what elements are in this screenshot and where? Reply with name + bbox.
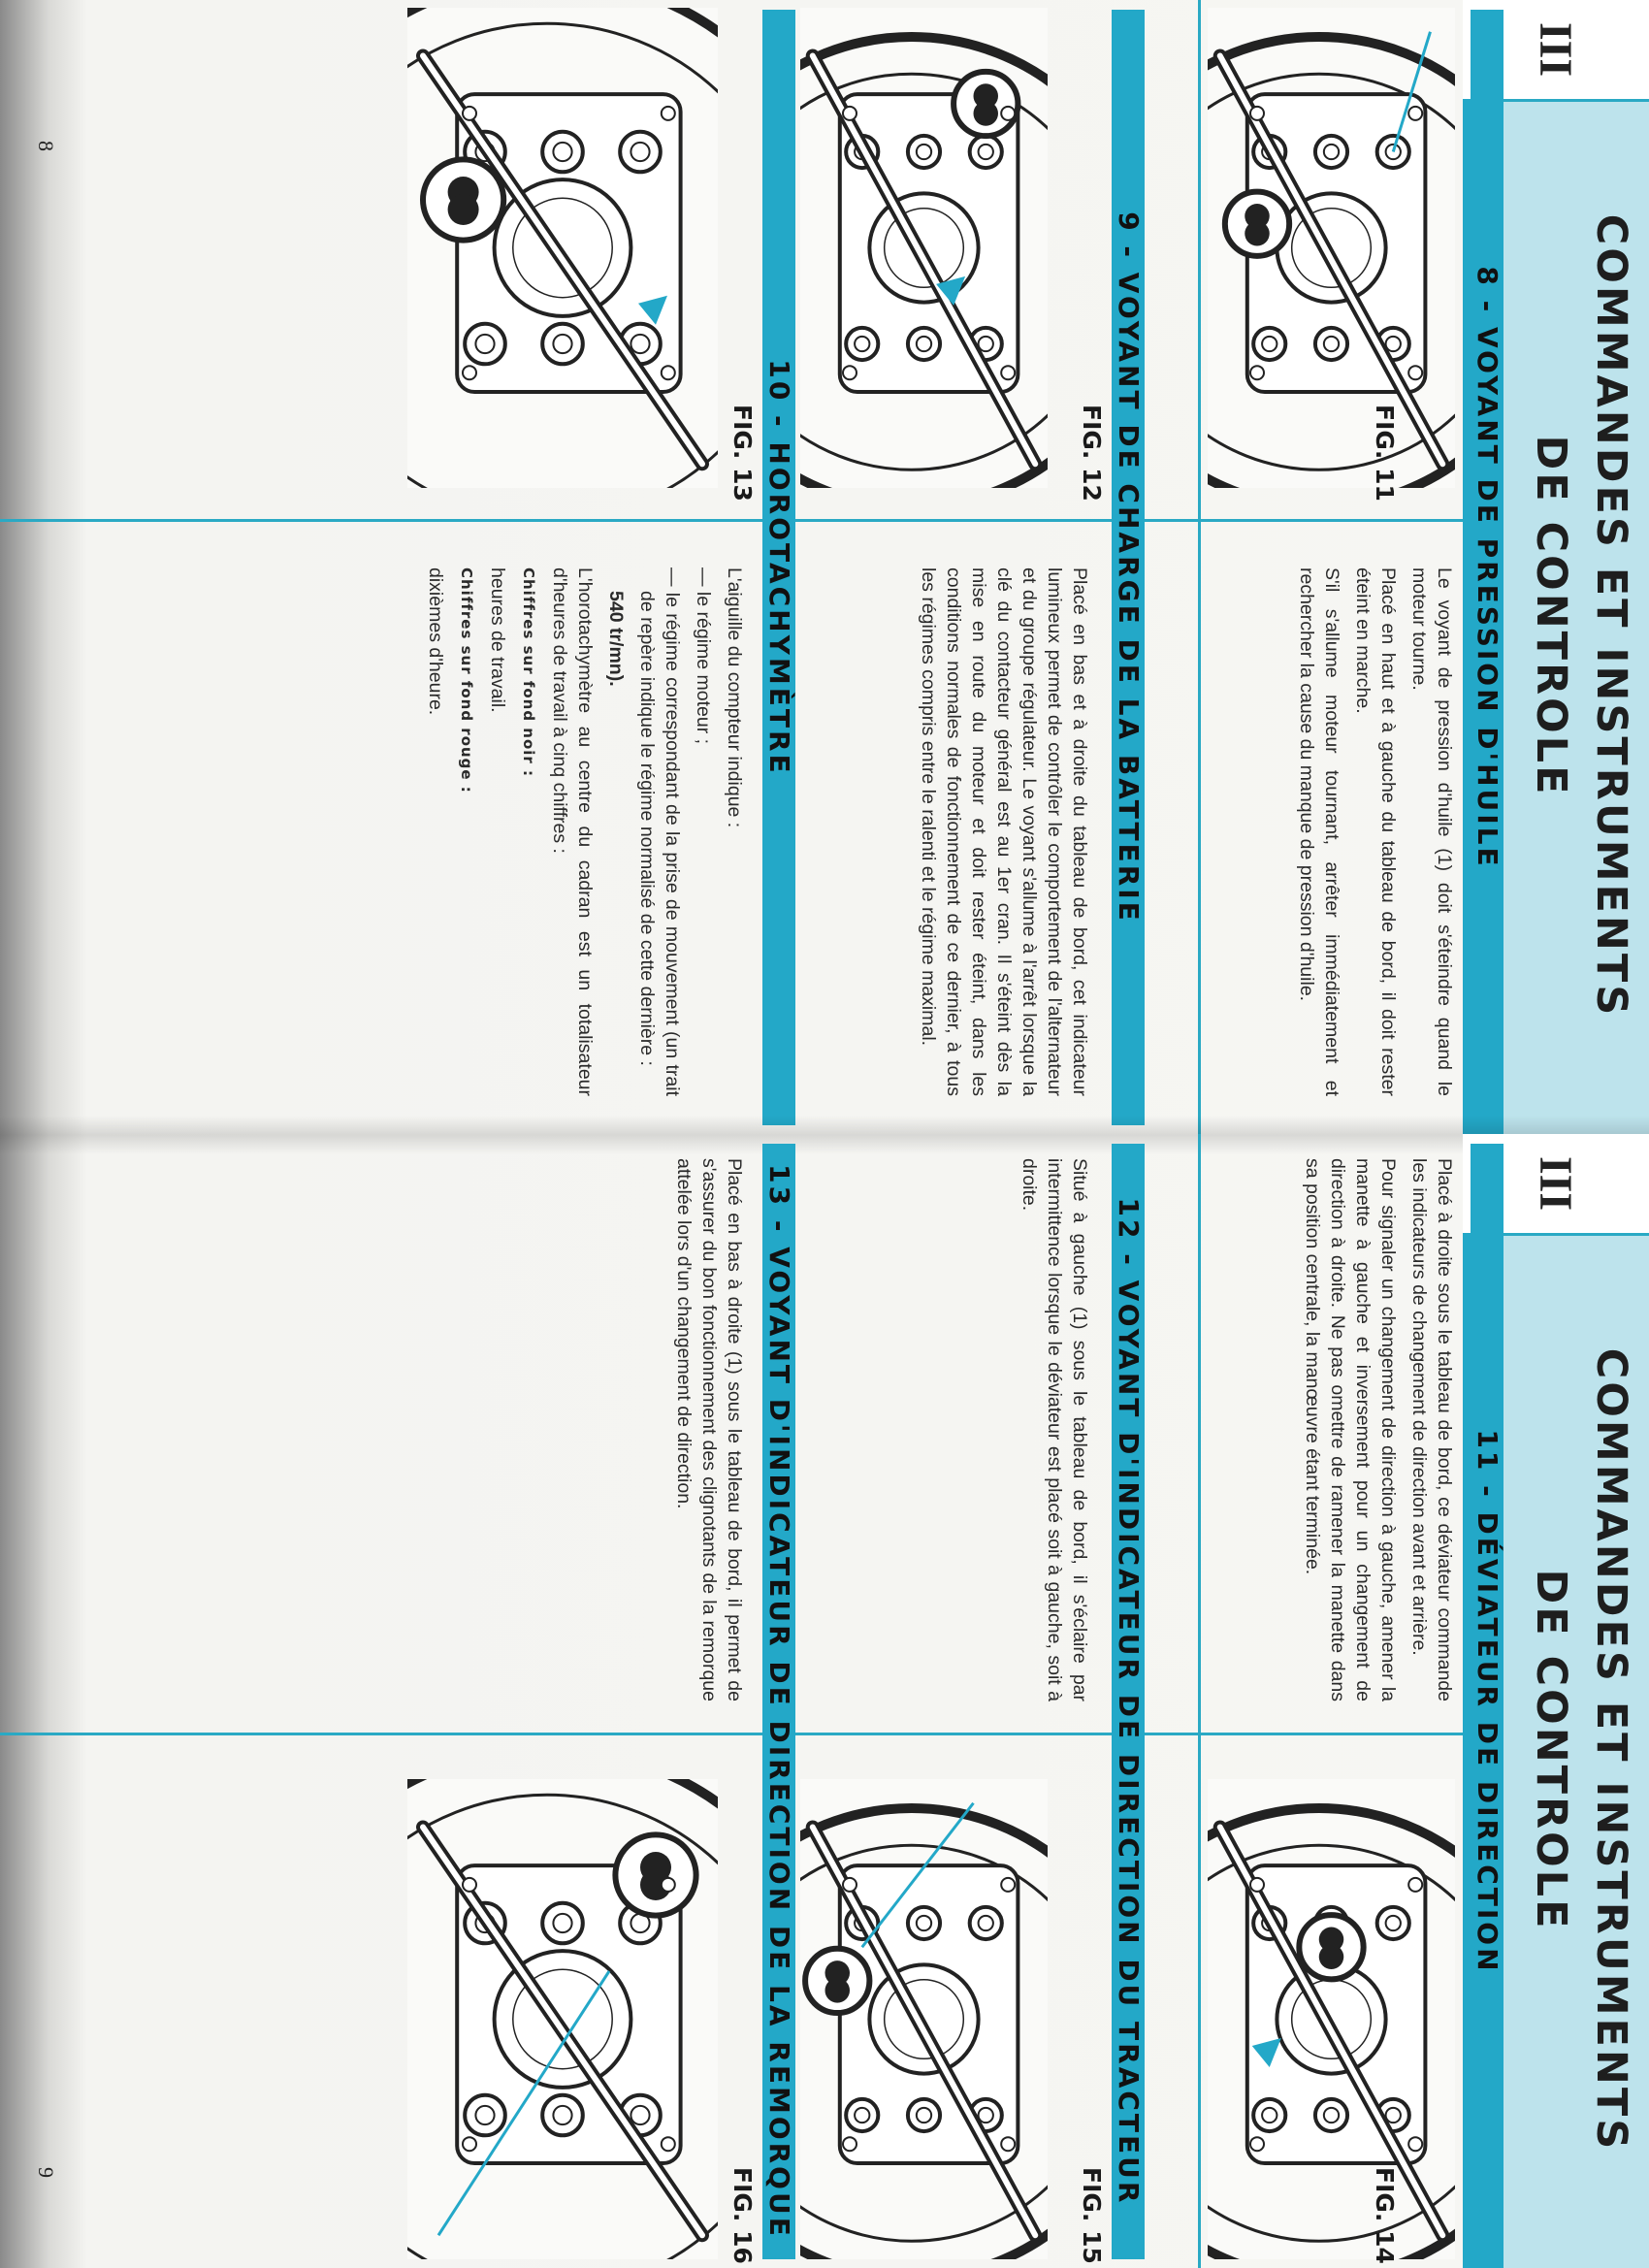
screw-icon bbox=[463, 366, 476, 379]
warning-light-icon bbox=[542, 1903, 583, 1944]
section-13-text bbox=[582, 1158, 747, 1701]
paragraph: Placé en bas et à droite du tableau de bord, cet indicateur lumineux permet de contrôler le comportement de l'alternateur et du groupe régulateur. Le voyant s'allume à l'arrêt lorsque la clé du contacteur général est au 1er cran. Il s'éteint dès la mise en route du moteur et doit rester éteint, dans les conditions normales de fonctionnement de ce dernier, à tous les régimes compris entre le ralenti et le régime maximal. bbox=[918, 567, 1090, 1096]
warning-light-icon bbox=[846, 328, 878, 360]
section-11-text bbox=[1210, 1158, 1457, 1701]
dashboard-illustration bbox=[1208, 8, 1455, 488]
warning-light-icon bbox=[908, 136, 940, 168]
figure-16-label: FIG. 16 bbox=[728, 2167, 757, 2264]
heading-section-11: 11 - DÉVIATEUR DE DIRECTION bbox=[1471, 1144, 1504, 2259]
section-12-text bbox=[956, 1158, 1092, 1701]
screw-icon bbox=[1250, 2137, 1264, 2151]
figure-13 bbox=[407, 8, 718, 488]
header-title: COMMANDES ET INSTRUMENTS DE CONTROLE bbox=[1527, 1347, 1635, 2153]
heading-section-13: 13 - VOYANT D'INDICATEUR DE DIRECTION DE LA REMORQUE bbox=[762, 1144, 795, 2259]
warning-light-icon bbox=[908, 328, 940, 360]
column-divider bbox=[0, 519, 1463, 522]
column-divider bbox=[0, 1733, 1463, 1735]
page-number: 9 bbox=[34, 2167, 58, 2178]
warning-light-icon bbox=[542, 2095, 583, 2136]
paragraph: Placé en bas à droite (1) sous le tableau de bord, il permet de s'assurer du bon fonctionnement des clignotants de la remorque attelée lors d'un changement de direction. bbox=[673, 1158, 745, 1701]
screw-icon bbox=[1408, 2137, 1422, 2151]
warning-light-icon bbox=[465, 2095, 505, 2136]
figure-15-label: FIG. 15 bbox=[1078, 2167, 1106, 2264]
screw-icon bbox=[1001, 1878, 1015, 1892]
figure-16 bbox=[407, 1779, 718, 2259]
screw-icon bbox=[662, 1878, 675, 1892]
dashboard-illustration bbox=[407, 1779, 718, 2259]
figure-14-label: FIG. 14 bbox=[1371, 2167, 1399, 2264]
section-8-text bbox=[1210, 567, 1457, 1096]
dashboard-illustration bbox=[1208, 1779, 1455, 2259]
screw-icon bbox=[662, 107, 675, 120]
dashboard-illustration bbox=[407, 8, 718, 488]
page-number: 8 bbox=[34, 141, 58, 151]
value: heures de travail. bbox=[487, 567, 508, 713]
section-9-text bbox=[811, 567, 1092, 1096]
screw-icon bbox=[1001, 107, 1015, 120]
list-item: — le régime moteur ; bbox=[693, 567, 714, 745]
section-divider bbox=[1198, 1134, 1201, 2268]
warning-light-icon bbox=[620, 132, 661, 173]
paragraph: L'horotachymètre au centre du cadran est un totalisateur d'heures de travail à cinq chiffres : bbox=[549, 567, 596, 1096]
warning-light-icon bbox=[1315, 328, 1347, 360]
paragraph: Le voyant de pression d'huile (1) doit s'éteindre quand le moteur tourne. bbox=[1408, 567, 1455, 1096]
paragraph: L'aiguille du compteur indique : bbox=[724, 567, 745, 828]
warning-light-icon bbox=[1253, 2099, 1285, 2131]
warning-light-icon bbox=[1377, 1907, 1409, 1939]
label: Chiffres sur fond noir : bbox=[520, 567, 537, 778]
figure-13-label: FIG. 13 bbox=[728, 405, 757, 502]
screw-icon bbox=[1250, 366, 1264, 379]
warning-light-icon bbox=[970, 1907, 1002, 1939]
figure-14 bbox=[1208, 1779, 1455, 2259]
screw-icon bbox=[662, 2137, 675, 2151]
screw-icon bbox=[1408, 366, 1422, 379]
figure-15 bbox=[800, 1779, 1048, 2259]
list-item: — le régime correspondant de la prise de mouvement (un trait de repère indique le régime normalisé de cette dernière : bbox=[636, 567, 683, 1096]
value: dixièmes d'heure. bbox=[425, 567, 446, 716]
warning-light-icon bbox=[1315, 2099, 1347, 2131]
screw-icon bbox=[1408, 107, 1422, 120]
heading-section-9: 9 - VOYANT DE CHARGE DE LA BATTERIE bbox=[1112, 10, 1145, 1125]
screw-icon bbox=[662, 366, 675, 379]
paragraph: Situé à gauche (1) sous le tableau de bord, il s'éclaire par intermittence lorsque le déviateur est placé soit à gauche, soit à droite. bbox=[1018, 1158, 1090, 1701]
warning-light-icon bbox=[542, 324, 583, 365]
figure-12-label: FIG. 12 bbox=[1078, 405, 1106, 502]
header-title: COMMANDES ET INSTRUMENTS DE CONTROLE bbox=[1527, 213, 1635, 1019]
screw-icon bbox=[463, 107, 476, 120]
dashboard-illustration bbox=[800, 1779, 1048, 2259]
screw-icon bbox=[1250, 1878, 1264, 1892]
label: Chiffres sur fond rouge : bbox=[458, 567, 475, 794]
screw-icon bbox=[1250, 107, 1264, 120]
screw-icon bbox=[843, 366, 857, 379]
screw-icon bbox=[843, 107, 857, 120]
heading-section-8: 8 - VOYANT DE PRESSION D'HUILE bbox=[1471, 10, 1504, 1125]
screw-icon bbox=[843, 1878, 857, 1892]
list-item: 540 tr/mn). bbox=[605, 591, 627, 687]
section-10-text bbox=[425, 567, 747, 1096]
warning-light-icon bbox=[970, 136, 1002, 168]
section-number: III bbox=[1463, 0, 1649, 102]
figure-12 bbox=[800, 8, 1048, 488]
paragraph: Placé en haut et à gauche du tableau de bord, il doit rester éteint en marche. bbox=[1352, 567, 1399, 1096]
warning-light-icon bbox=[846, 2099, 878, 2131]
warning-light-icon bbox=[465, 324, 505, 365]
section-divider bbox=[1198, 0, 1201, 1134]
warning-light-icon bbox=[908, 2099, 940, 2131]
figure-11 bbox=[1208, 8, 1455, 488]
screw-icon bbox=[1408, 1878, 1422, 1892]
warning-light-icon bbox=[542, 132, 583, 173]
heading-section-12: 12 - VOYANT D'INDICATEUR DE DIRECTION DU TRACTEUR bbox=[1112, 1144, 1145, 2259]
warning-light-icon bbox=[1315, 136, 1347, 168]
warning-light-icon bbox=[908, 1907, 940, 1939]
right-page bbox=[0, 1134, 1649, 2268]
screw-icon bbox=[463, 1878, 476, 1892]
paragraph: S'il s'allume moteur tournant, arrêter immédiatement et rechercher la cause du manque de pression d'huile. bbox=[1296, 567, 1342, 1096]
heading-section-10: 10 - HOROTACHYMÈTRE bbox=[762, 10, 795, 1125]
screw-icon bbox=[463, 2137, 476, 2151]
paragraph: Pour signaler un changement de direction à gauche, amener la manette à gauche et inversement pour un changement de direction à droite. Ne pas omettre de ramener la manette dans sa position centrale, la manœuvre étant terminée. bbox=[1302, 1158, 1399, 1701]
screw-icon bbox=[1001, 366, 1015, 379]
screw-icon bbox=[1001, 2137, 1015, 2151]
warning-light-icon bbox=[1253, 328, 1285, 360]
figure-11-label: FIG. 11 bbox=[1371, 405, 1399, 502]
section-number: III bbox=[1463, 1134, 1649, 1236]
dashboard-illustration bbox=[800, 8, 1048, 488]
screw-icon bbox=[843, 2137, 857, 2151]
paragraph: Placé à droite sous le tableau de bord, ce déviateur commande les indicateurs de changement de direction avant et arrière. bbox=[1408, 1158, 1455, 1701]
